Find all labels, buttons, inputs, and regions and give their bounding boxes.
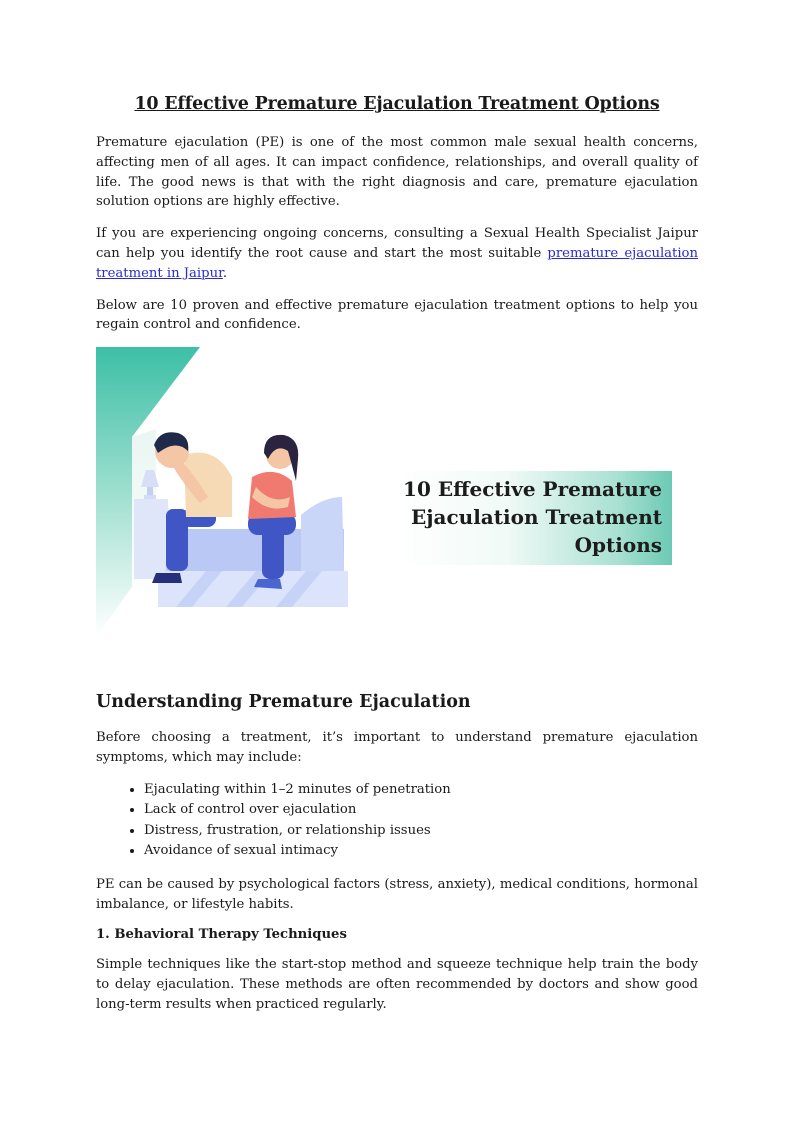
list-item: • Distress, frustration, or relationship issues (144, 821, 698, 841)
intro-paragraph-2 (96, 224, 698, 283)
side-table (134, 499, 168, 579)
causes-paragraph: PE can be caused by psychological factors (stress, anxiety), medical conditions, hormonal imbalance, or lifestyle habits. (96, 877, 698, 913)
symptoms-list (96, 780, 698, 862)
item-1-heading: 1. Behavioral Therapy Techniques (96, 926, 347, 942)
section-heading: Understanding Premature Ejaculation (96, 692, 471, 713)
list-item: • Avoidance of sexual intimacy (144, 841, 698, 861)
banner-text (403, 475, 662, 559)
banner-line-3: Options (574, 533, 662, 558)
man-shoe (152, 573, 182, 583)
bed-pillow (301, 497, 344, 571)
man-leg (166, 509, 188, 571)
lamp-stand (147, 487, 153, 495)
document-page (96, 94, 698, 1026)
section-intro: Before choosing a treatment, it’s important to understand premature ejaculation symptoms, which may include: (96, 730, 698, 765)
intro-paragraph-2-text: If you are experiencing ongoing concerns, consulting a Sexual Health Specialist Jaipur can help you identify the root cause and start the most suitable (96, 226, 698, 261)
banner-line-1: 10 Effective Premature (403, 477, 662, 502)
woman-leg (262, 523, 284, 579)
hero-illustration (96, 347, 698, 643)
treatment-jaipur-link[interactable]: premature ejaculation treatment in Jaipur (96, 245, 698, 281)
intro-paragraph-1: Premature ejaculation (PE) is one of the most common male sexual health concerns, affecting men of all ages. It can impact confidence, relationships, and overall quality of life. The good news is that with the right diagnosis and care, premature ejaculation solution options are highly effective. (96, 135, 698, 210)
lamp-base (144, 495, 156, 499)
list-item: • Ejaculating within 1–2 minutes of penetration (144, 780, 698, 800)
banner-line-2: Ejaculation Treatment (411, 505, 662, 530)
item-1-text: Simple techniques like the start-stop method and squeeze technique help train the body to delay ejaculation. These methods are often recommended by doctors and show good long-term results when practiced regularly. (96, 956, 698, 1012)
intro-paragraph-2-end: . (222, 265, 228, 281)
list-item: • Lack of control over ejaculation (144, 800, 698, 820)
intro-paragraph-3: Below are 10 proven and effective premature ejaculation treatment options to help you regain control and confidence. (96, 297, 698, 333)
document-title: 10 Effective Premature Ejaculation Treatment Options (134, 94, 660, 114)
title-banner (396, 471, 672, 565)
